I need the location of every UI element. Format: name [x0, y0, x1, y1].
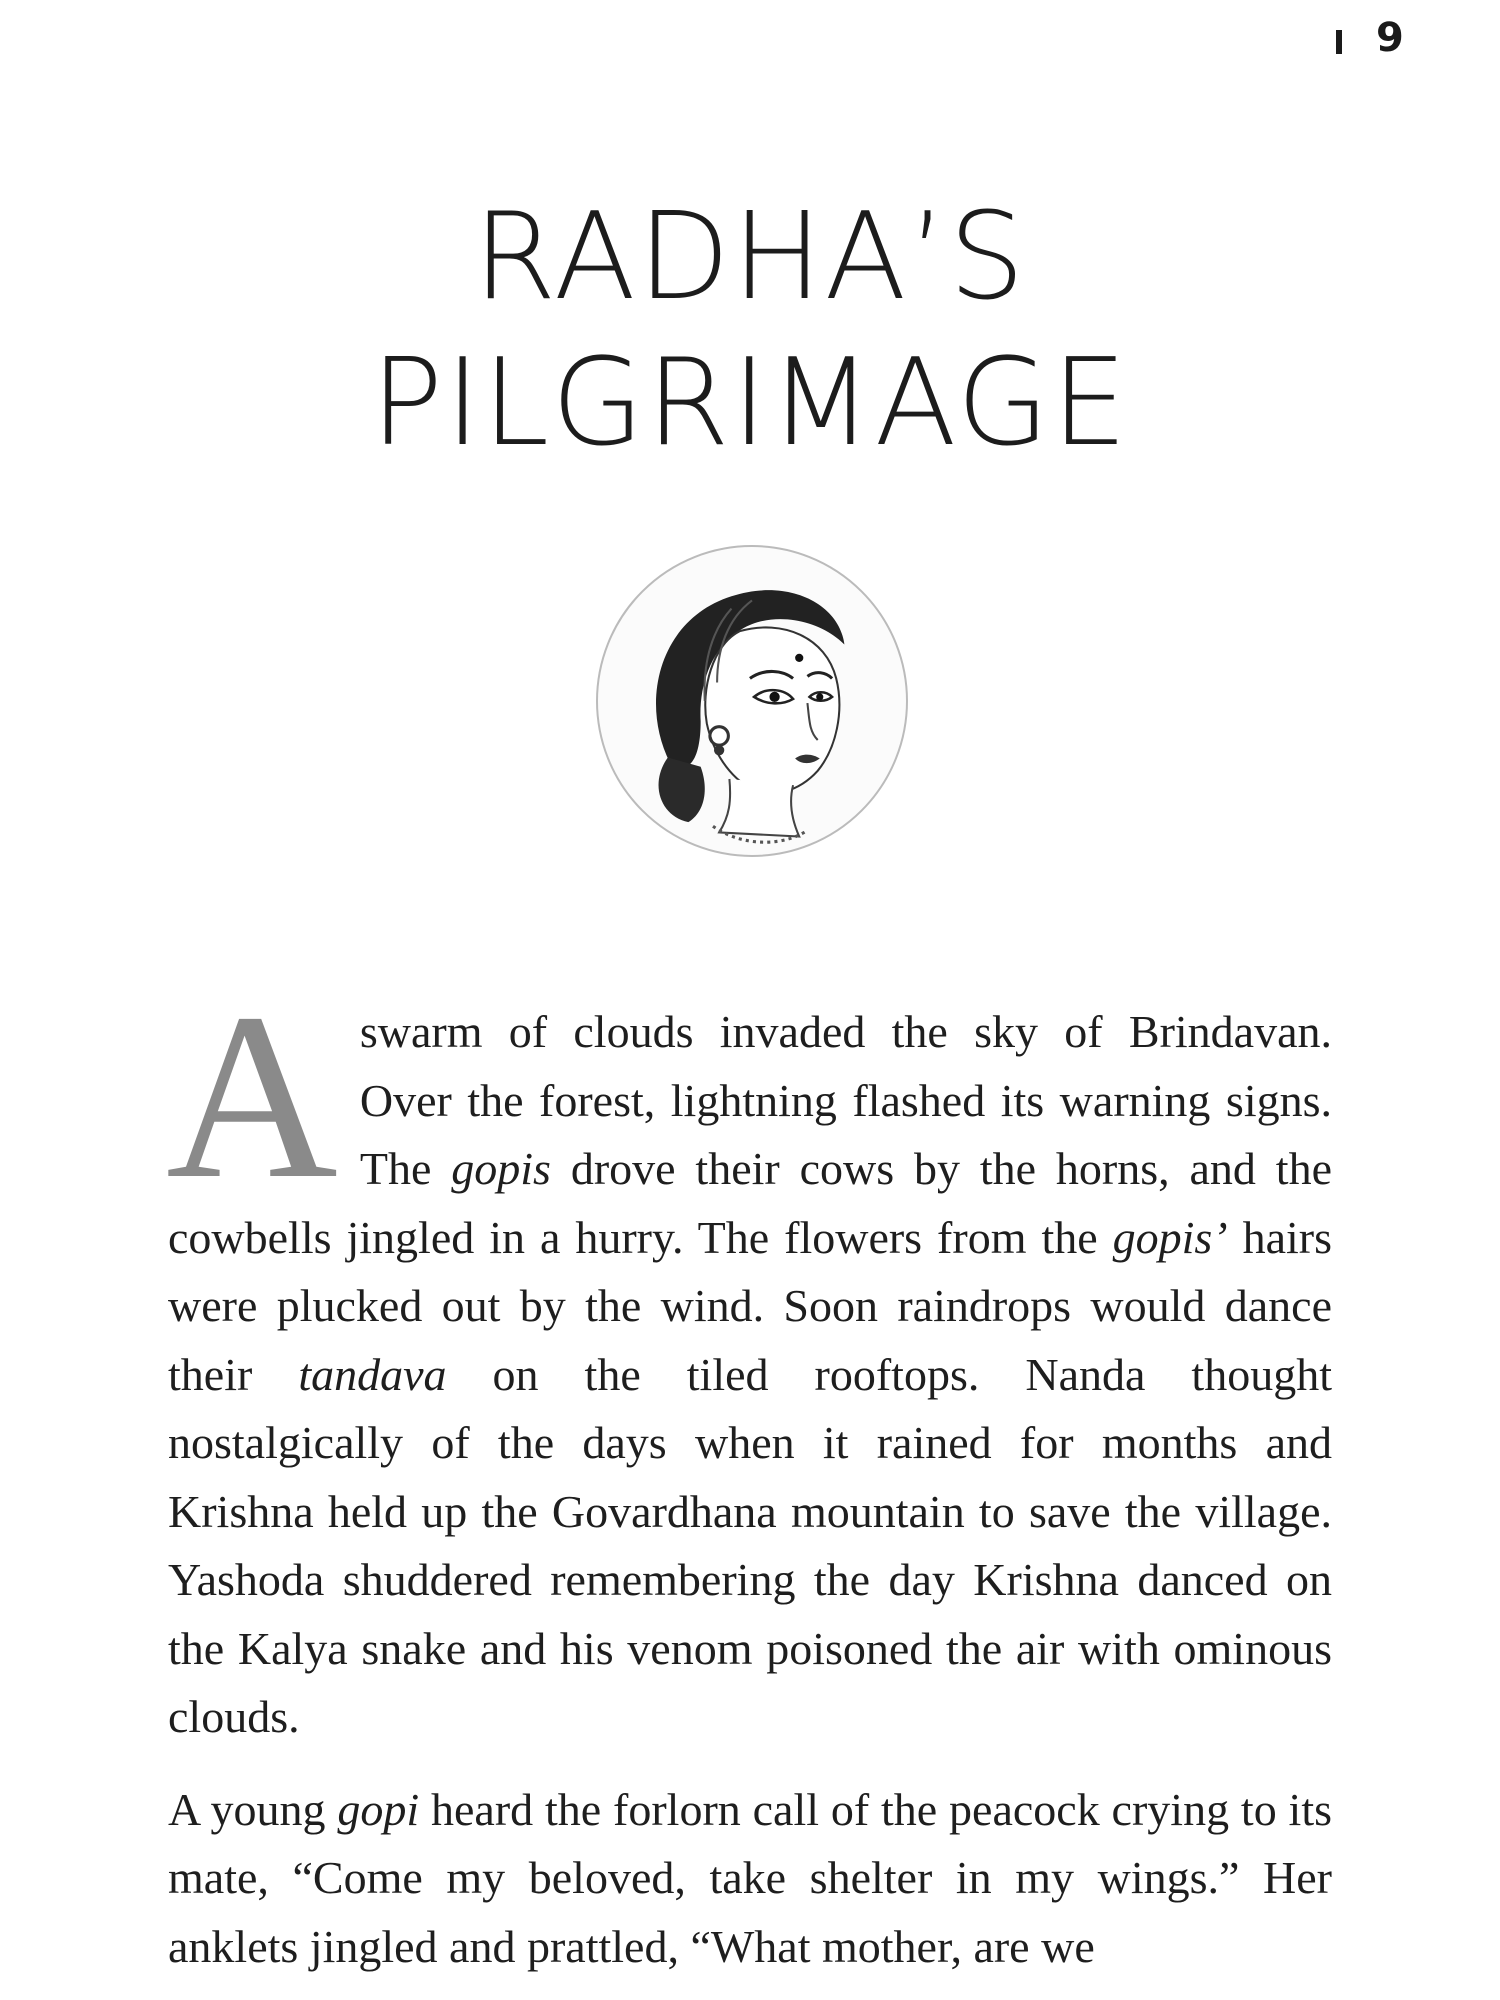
radha-portrait-icon: [596, 545, 908, 857]
chapter-title-line-1: RADHA’S: [473, 188, 1027, 327]
header-divider: [1336, 30, 1342, 54]
page-number: 9: [1376, 15, 1404, 61]
chapter-title-line-2: PILGRIMAGE: [370, 334, 1130, 473]
paragraph-2: [168, 1776, 1332, 1982]
page-header: [0, 8, 1500, 68]
italic-term: tandava: [298, 1348, 447, 1400]
italic-term: gopi: [337, 1783, 420, 1835]
italic-term: gopis: [451, 1143, 551, 1194]
body-text: [166, 965, 1333, 1981]
text-span: A young: [168, 1783, 338, 1835]
chapter-title: [0, 185, 1500, 477]
italic-term: gopis’: [1112, 1211, 1228, 1263]
paragraph-1: [166, 965, 1332, 1752]
text-span: heard the forlorn call of the peacock crying to its mate, “Come my beloved, take shelter in my wings.” Her anklets jingled and prattled, “What mother, are we: [168, 1783, 1333, 1972]
text-span: on the tiled rooftops. Nanda thought nostalgically of the days when it rained for months and Krishna held up the Govardhana mountain to save the village. Yashoda shuddered remembering the day Krishna danced on the Kalya snake and his venom poisoned the air with ominous clouds.: [168, 1348, 1332, 1742]
text-span: swarm of clouds invaded the sky of Brindavan. Over the forest, lightning flashed its warning signs. The: [359, 1006, 1332, 1194]
text-span: drove their cows by the horns, and the cowbells jingled in a hurry. The flowers from the: [168, 1143, 1332, 1263]
drop-cap: A: [166, 965, 338, 1228]
text-span: hairs were plucked out by the wind. Soon raindrops would dance their: [168, 1211, 1332, 1400]
